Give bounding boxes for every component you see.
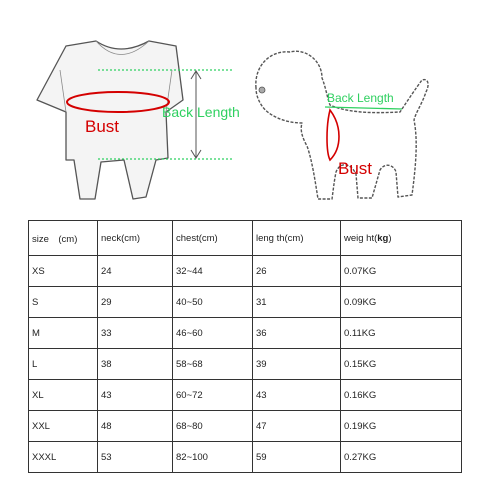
cell-neck: 53 — [98, 442, 173, 473]
cell-length: 47 — [253, 411, 341, 442]
cell-length: 31 — [253, 287, 341, 318]
cell-size: XS — [29, 256, 98, 287]
cell-neck: 48 — [98, 411, 173, 442]
header-neck: neck(cm) — [98, 221, 173, 256]
cell-size: S — [29, 287, 98, 318]
garment-bust-label: Bust — [85, 117, 120, 136]
table-row — [29, 380, 462, 411]
illustration-area — [0, 0, 489, 215]
cell-size: XL — [29, 380, 98, 411]
header-weight-prefix: weig ht( — [344, 232, 378, 244]
cell-weight: 0.27KG — [341, 442, 462, 473]
cell-length: 26 — [253, 256, 341, 287]
cell-weight: 0.19KG — [341, 411, 462, 442]
cell-neck: 29 — [98, 287, 173, 318]
cell-size: XXXL — [29, 442, 98, 473]
cell-weight: 0.11KG — [341, 318, 462, 349]
table-row — [29, 256, 462, 287]
table-header-row — [29, 221, 462, 256]
cell-chest: 40~50 — [173, 287, 253, 318]
cell-size: M — [29, 318, 98, 349]
cell-size: XXL — [29, 411, 98, 442]
dog-back-length-label: Back Length — [327, 91, 394, 105]
cell-neck: 43 — [98, 380, 173, 411]
header-length: leng th(cm) — [253, 221, 341, 256]
header-weight-unit: kg — [377, 232, 389, 244]
header-size: size (cm) — [29, 221, 98, 256]
dog-diagram — [0, 0, 489, 215]
cell-chest: 32~44 — [173, 256, 253, 287]
garment-back-length-label: Back Length — [162, 104, 240, 120]
table-row — [29, 411, 462, 442]
cell-neck: 33 — [98, 318, 173, 349]
cell-weight: 0.07KG — [341, 256, 462, 287]
table-row — [29, 287, 462, 318]
cell-chest: 68~80 — [173, 411, 253, 442]
header-chest: chest(cm) — [173, 221, 253, 256]
cell-chest: 58~68 — [173, 349, 253, 380]
cell-chest: 82~100 — [173, 442, 253, 473]
cell-chest: 46~60 — [173, 318, 253, 349]
dog-bust-label: Bust — [338, 159, 373, 178]
cell-weight: 0.09KG — [341, 287, 462, 318]
cell-length: 36 — [253, 318, 341, 349]
cell-weight: 0.16KG — [341, 380, 462, 411]
table-row — [29, 442, 462, 473]
size-chart-table — [28, 220, 462, 473]
header-weight — [341, 221, 462, 256]
cell-length: 39 — [253, 349, 341, 380]
table-row — [29, 349, 462, 380]
cell-length: 43 — [253, 380, 341, 411]
table-row — [29, 318, 462, 349]
header-weight-suffix: ) — [388, 232, 392, 244]
cell-neck: 24 — [98, 256, 173, 287]
cell-chest: 60~72 — [173, 380, 253, 411]
cell-size: L — [29, 349, 98, 380]
dog-eye — [259, 87, 265, 93]
cell-neck: 38 — [98, 349, 173, 380]
cell-weight: 0.15KG — [341, 349, 462, 380]
cell-length: 59 — [253, 442, 341, 473]
